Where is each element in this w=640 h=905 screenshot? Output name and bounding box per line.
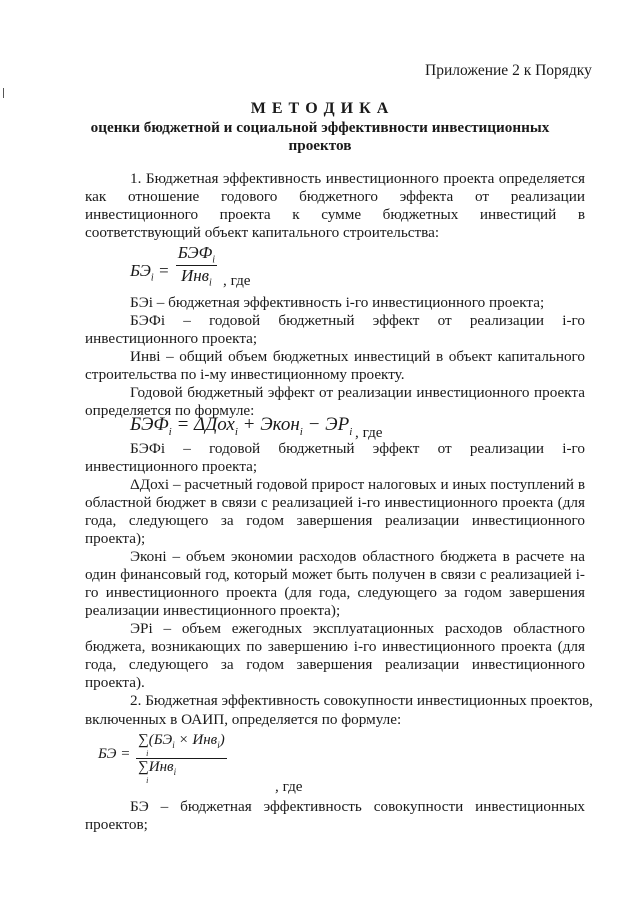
definition-bef-i-line-1: БЭФi – годовой бюджетный эффект от реализации i-го <box>130 312 585 329</box>
definition-inv-i-line-2: строительства по i-му инвестиционному проекту. <box>85 366 405 383</box>
paragraph-1-line-1: 1. Бюджетная эффективность инвестиционного проекта определяется <box>130 170 585 187</box>
paragraph-2-line-1: Годовой бюджетный эффект от реализации инвестиционного проекта <box>130 384 585 401</box>
paragraph-1-line-4: соответствующий объект капитального строительства: <box>85 224 440 241</box>
definition-be-line-2: проектов; <box>85 816 148 833</box>
scan-mark <box>3 88 4 98</box>
definition-ekon-line-4: реализации инвестиционного проекта); <box>85 602 341 619</box>
document-subtitle-line-1: оценки бюджетной и социальной эффективности инвестиционных <box>90 119 550 136</box>
definition-bef-i-2-line-2: инвестиционного проекта; <box>85 458 258 475</box>
paragraph-3-line-1: 2. Бюджетная эффективность совокупности инвестиционных проектов, <box>130 692 593 709</box>
appendix-note: Приложение 2 к Порядку <box>425 62 592 79</box>
definition-ekon-line-1: Эконi – объем экономии расходов областного бюджета в расчете на <box>130 548 585 565</box>
paragraph-2-line-2: определяется по формуле: <box>85 402 255 419</box>
definition-inv-i-line-1: Инвi – общий объем бюджетных инвестиций в объект капитального <box>130 348 585 365</box>
definition-bef-i-2-line-1: БЭФi – годовой бюджетный эффект от реализации i-го <box>130 440 585 457</box>
formula-1-where: , где <box>223 272 251 289</box>
formula-budget-efficiency: $БЭ_i$ = $\frac{БЭФ_i}{Инв_i}$ <box>130 243 216 289</box>
formula-aggregate-efficiency: БЭ = $\sum(БЭ_i \times Инв_i)$ i ∑Инв$_i$ i <box>98 732 225 785</box>
formula-annual-effect: $БЭФ_i = \Delta Дох_i$ + Экон$_i$ − $ЭР_i$ <box>130 414 353 438</box>
definition-be-i: БЭi – бюджетная эффективность i-го инвестиционного проекта; <box>130 294 545 311</box>
definition-er-line-4: проекта). <box>85 674 145 691</box>
document-title: М Е Т О Д И К А <box>250 100 390 117</box>
definition-dohod-line-3: года, следующего за годом завершения реализации инвестиционного <box>85 512 585 529</box>
definition-er-line-1: ЭРi – объем ежегодных эксплуатационных расходов областного <box>130 620 585 637</box>
formula-3-where: , где <box>275 778 303 795</box>
definition-dohod-line-2: областной бюджет в связи с реализацией i-го инвестиционного проекта (для <box>85 494 585 511</box>
paragraph-3-line-2: включенных в ОАИП, определяется по формуле: <box>85 711 402 728</box>
paragraph-1-line-2: как отношение годового бюджетного эффекта от реализации <box>85 188 585 205</box>
definition-er-line-2: бюджета, возникающих по завершению i-го инвестиционного проекта (для <box>85 638 585 655</box>
definition-dohod-line-4: проекта); <box>85 530 146 547</box>
definition-dohod-line-1: ΔДохi – расчетный годовой прирост налоговых и иных поступлений в <box>130 476 585 493</box>
definition-be-line-1: БЭ – бюджетная эффективность совокупности инвестиционных <box>130 798 585 815</box>
definition-er-line-3: года, следующего за годом завершения реализации инвестиционного <box>85 656 585 673</box>
definition-ekon-line-3: го инвестиционного проекта (для года, следующего за годом завершения <box>85 584 585 601</box>
definition-bef-i-line-2: инвестиционного проекта; <box>85 330 258 347</box>
definition-ekon-line-2: один финансовый год, который может быть получен в связи с реализацией i- <box>85 566 585 583</box>
formula-2-where: , где <box>355 424 383 441</box>
document-subtitle-line-2: проектов <box>288 137 352 154</box>
paragraph-1-line-3: инвестиционного проекта к сумме бюджетных инвестиций в <box>85 206 585 223</box>
